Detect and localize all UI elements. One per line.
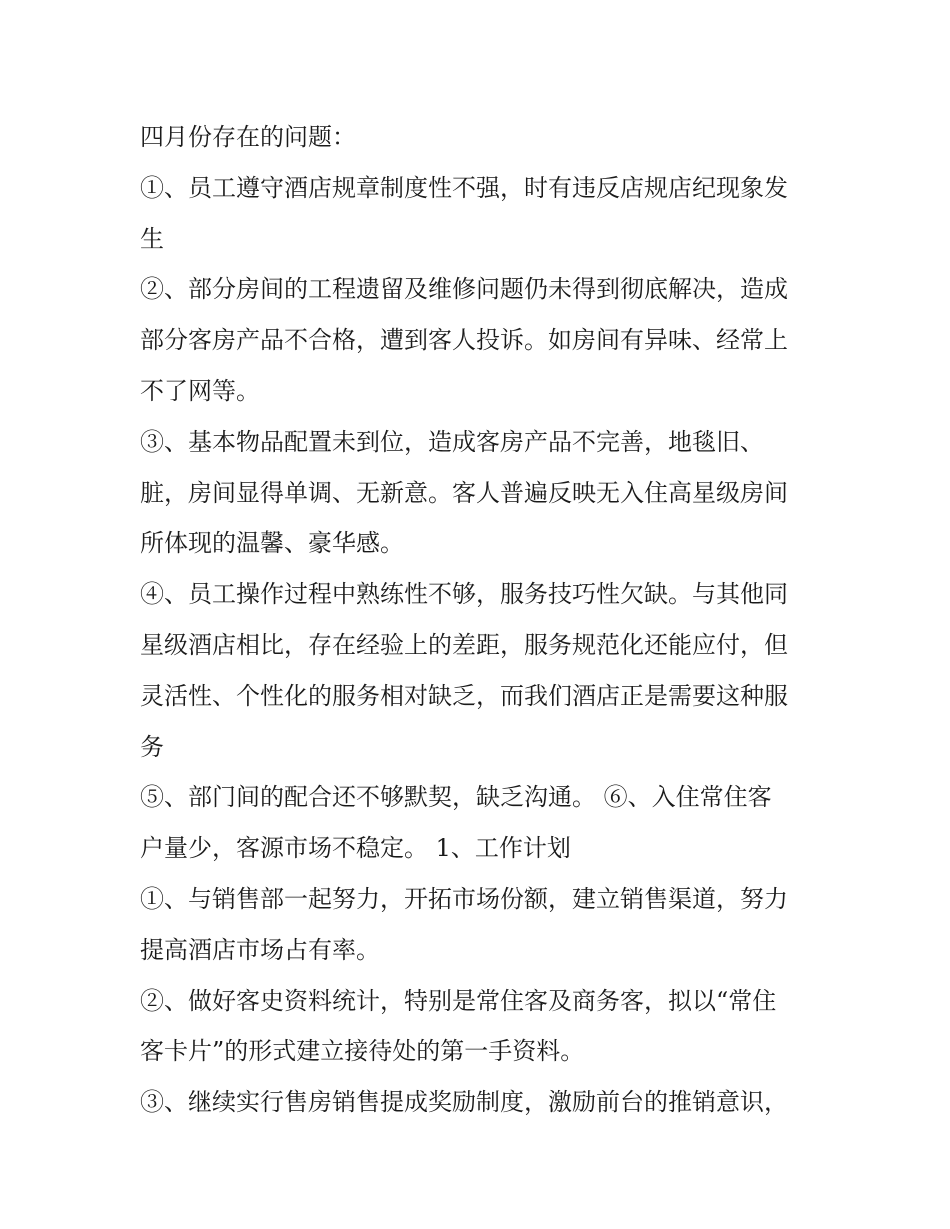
section-heading: 四月份存在的问题： (140, 123, 356, 151)
text-line: 脏，房间显得单调、无新意。客人普遍反映无入住高星级房间 (140, 478, 788, 507)
text-line: ⑤、部门间的配合还不够默契，缺乏沟通。 ⑥、入住常住客 (140, 783, 772, 812)
text-line: ①、员工遵守酒店规章制度性不强，时有违反店规店纪现象发 (140, 173, 788, 202)
document-body (140, 112, 820, 1128)
text-line: 务 (140, 732, 164, 761)
text-line: ③、继续实行售房销售提成奖励制度，激励前台的推销意识， (140, 1088, 788, 1117)
text-line: ④、员工操作过程中熟练性不够，服务技巧性欠缺。与其他同 (140, 580, 788, 609)
text-line: ③、基本物品配置未到位，造成客房产品不完善，地毯旧、 (140, 427, 764, 456)
text-line: 生 (140, 224, 164, 253)
text-line: 星级酒店相比，存在经验上的差距，服务规范化还能应付，但 (140, 630, 788, 659)
text-line: 所体现的温馨、豪华感。 (140, 529, 404, 558)
text-line: 不了网等。 (140, 376, 260, 405)
text-line: 户量少，客源市场不稳定。 1、工作计划 (140, 834, 571, 863)
text-line: 部分客房产品不合格，遭到客人投诉。如房间有异味、经常上 (140, 326, 788, 355)
text-line: ①、与销售部一起努力，开拓市场份额，建立销售渠道，努力 (140, 884, 788, 913)
text-line: 客卡片”的形式建立接待处的第一手资料。 (140, 1037, 585, 1066)
text-line: 提高酒店市场占有率。 (140, 935, 380, 964)
text-line: ②、做好客史资料统计，特别是常住客及商务客，拟以“常住 (140, 986, 777, 1015)
text-line: 灵活性、个性化的服务相对缺乏，而我们酒店正是需要这种服 (140, 681, 788, 710)
text-line: ②、部分房间的工程遗留及维修问题仍未得到彻底解决，造成 (140, 275, 788, 304)
